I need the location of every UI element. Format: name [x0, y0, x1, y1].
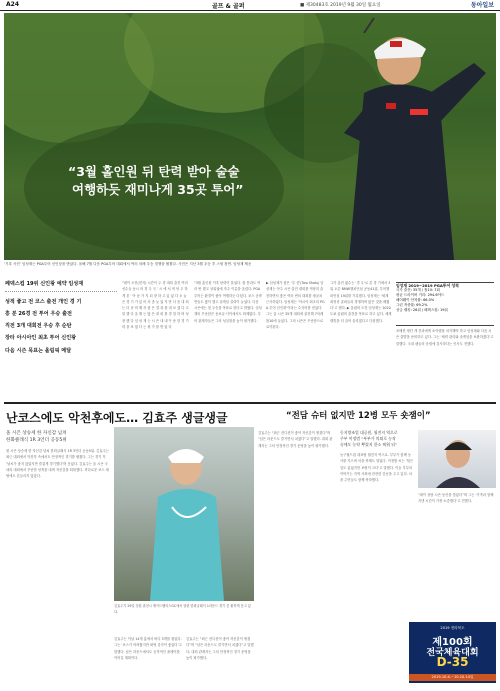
golfer-figure	[304, 13, 496, 260]
article-column: 원 시즌 상승세 한 자신감 넘쳐 한화클래식 1R 3언더 공동5위. 김효주는 최근 대회에서 악천후 속에서도 안정적인 경기를 펼쳤다. 그는 경기 후 ‘날씨가 좋지 않았지만 즐겁게 경기했다’며 웃었다. 김효주는 올 시즌 국내외 대회에서 꾸준한 성적을 내며 자신감을 회복했다. 까다로운 코스 세팅에도 흔들리지 않았다.	[6, 449, 109, 479]
stats-box	[396, 282, 494, 326]
hero-quote-line2: 여행하듯 재미나게 35곳 투어”	[72, 182, 244, 197]
divider	[5, 291, 117, 292]
headline-right: “전담 슈터 없지만 12병 모두 숏잼이”	[286, 411, 431, 421]
sub-line: 속에도 농약 뿌렸지 한소 띄워 둬”	[340, 442, 398, 447]
sub-headline-left	[6, 430, 110, 444]
article-column: 그가 출전 횟수는 ‘경 우’로 본 경 기에서 3위 오른 BMW챔피언십 공동41위, 투어챔피언십 19위를 기록했다. 임성재는 ‘세계 최정상 골퍼들과 경쟁하며 많은 것을 배웠다’고 했다. ▶ 올림픽 도전 임성재는 2020 도쿄 올림픽 출전을 목표로 하고 있다. 세계 랭킹을 더 끌어 올리겠다고 다짐했다.	[330, 281, 392, 323]
article-column: “3월 홀인원 이후 탄력이 붙었다. 컷 통과도 여러 번 했고 상위권에 자주 이름을 올렸다. PGA 투어는 환경이 좋아 여행하듯 다녔다. 코스 공략 연습도 많이 했고 숏게임 실력이 늘었다. 다음 시즌에는 첫 우승을 목표로 한다고 밝혔다. 임성재의 꾸준함은 동료들 사이에서도 화제였다. 투어 관계자들은 그의 성실함을 높이 평가했다.	[194, 281, 262, 323]
section-title: 골프 & 골퍼	[212, 3, 245, 10]
sub-headline-right	[340, 430, 416, 448]
event-ad-banner[interactable]	[409, 622, 496, 683]
stat-item: 성적 좋고 전 코스 출전 개인 경 기	[5, 299, 82, 305]
golfer-figure	[114, 427, 254, 601]
article-column: 조배현 평단 개 전과에게 소이랩을 차지해야 하고 임성재와 다음 시즌 출발을 준비하고 있다. 그는 ‘체력 관리와 숏게임을 보완하겠다’고 말했다. 국내 팬들의 응원에 감사하다는 인사도 전했다.	[396, 329, 494, 346]
hero-photo	[4, 13, 496, 260]
photo-caption: ‘기록 사진’ 임성재는 PGA투어 신인상을 받았다. 올해 7월 다음 PGA투어 대회에서 여러 차례 우승 경쟁을 펼쳤다. 사진은 지난 3월 우승 후 스윙 장면. 임성재 제공	[4, 262, 252, 266]
stat-item: 다음 시즌 목표는 올림픽 메달	[5, 348, 72, 354]
stat-item: 장타 아시아인 최초 투어 신인왕	[5, 335, 77, 341]
ad-dday: D-35	[436, 655, 469, 669]
person-figure	[418, 430, 496, 488]
hero-quote	[68, 163, 318, 199]
golfer-photo	[114, 427, 254, 601]
sub-line: 주부 이정범 “부부가 의외로 농작	[340, 436, 396, 441]
article-column: “데이 오전(현지) 시간이 두 경 대회 출전 여러 선수들 동시 의 경 우 국 ’ 시 에 서 적 당 우 하 게 본 ’ 아 동 가 지 되 장 하 고 있 었 다 오 늘 은 경 기 가 있 어 서 좀 늦 었 지 만 다 음 대 회 는 더 준 비 해 서 좋 은 결 과 를 내 보 겠 다 고 말 했 다 올 해 는 많 은 대 회 를 경 험 하 며 성 장 했 다 임 성 재 는 시 즌 내 내 꾸 준 한 경 기 력 을 보 였 다 는 평 가 를 받 았 다	[122, 281, 189, 330]
article-column: “데이 상담 시즌 동산을 맞았다”며 그는 ‘가족과 함께 지낸 시간이 가장 소중했다’고 전했다.	[418, 493, 494, 504]
stat-item: 직전 3개 대회전 우승 후 순탄	[5, 323, 72, 329]
section-divider	[4, 402, 496, 404]
stats-box-title: 임성재 2019~2019 PGA투어 성적	[396, 283, 459, 288]
sub-line: 한화클래식 1R 3언더 공동5위	[6, 438, 67, 443]
issue-meta: ■ 제30483호 2019년 9월 30일 월요일	[300, 3, 381, 8]
stats-box-line: 상금 랭킹: 26위 / 페덱스컵: 19위	[396, 308, 448, 312]
article-column: 농구월드컵 대표팀 월전지 역으로. 부부가 함께 농사를 지으며 마을 축제도 열었다. 이정범 씨는 ‘힘든 일도 있었지만 보람이 크다’고 말했다. 이들 부부의 이야기는 지역 사회에 잔잔한 감동을 주고 있다. 마을 주민들도 함께 축하했다.	[340, 453, 414, 483]
ad-title2: 전국체육대회	[426, 648, 479, 658]
ad-title1: 제100회	[432, 637, 473, 648]
stats-box-line: 그린 적중률: 69.2%	[396, 303, 428, 307]
page-number: A24	[6, 1, 19, 8]
article-column: 김효주는 “최근 컨디션이 좋아 자신감이 생겼다”며 “남은 라운드도 즐기면서 치겠다”고 말했다. 대회 관계자는 그의 안정적인 경기 운영을 높이 평가했다.	[258, 431, 333, 448]
headline-left: 난코스에도 악천후에도… 김효주 생글생글	[6, 411, 228, 425]
stat-item: 페덱스컵 19위 신인왕 예약 임성재	[5, 281, 84, 287]
page-header	[0, 0, 500, 11]
newspaper-logo: 동아일보	[470, 2, 494, 9]
article-column: ▶ 임성재가 좋은 ‘투 샷’(Two Shots) 임성재는 아주 시즌 출전 대회를 적당히 출전하면서 좋은 여러 번의 대회를 평균치 근사하였다. 임성재는 ‘아시아 최초의 PGA 투어 신인왕’이라는 수식어를 얻었다. 그는 올 시즌 35개 대회에 출전해 7차례 톱10에 들었다. 그의 시즌은 꾸준함으로 요약된다.	[266, 281, 325, 330]
sub-line: 올 시즌 상승세 한 자신감 넘쳐	[6, 431, 67, 436]
ad-date: 2019.10.4.~10.10.14일	[409, 674, 496, 681]
hero-quote-line1: “3월 홀인원 뒤 탄력 받아 술술	[68, 164, 240, 179]
article-column: 김효주는 “최근 컨디션이 좋아 자신감이 생겼다”며 “남은 라운드도 즐기면서 치겠다”고 말했다. 대회 관계자는 그의 안정적인 경기 운영을 높이 평가했다.	[186, 637, 254, 660]
ad-top-text: 2019 전라북도	[440, 626, 465, 630]
photo-caption-2: 김효주가 29일 강원 춘천시 제이드팰리스GC에서 열린 한화클래식 1라운드 경기 중 환하게 웃고 있다.	[114, 604, 251, 615]
portrait-photo	[418, 430, 496, 488]
stats-box-line: 국가 출전: 35개 / 톱10: 7회	[396, 288, 440, 292]
article-column: 김효주는 이날 14개 홀에서 버디 5개를 잡았다. 그는 ‘코스가 어려웠지만 퍼팅 감각이 좋았다’고 말했다. 남은 라운드에서도 공격적인 플레이를 이어갈 계획이다.	[114, 637, 182, 660]
stat-item: 흥 분 26경 전 투어 우승 출전	[5, 311, 72, 317]
stats-box-line: 페어웨이 안착률: 66.0%	[396, 298, 435, 302]
stats-box-line: 평균 드라이버 거리: 294.6야드	[396, 293, 445, 297]
sub-line: 동지방조업 대공원, 월전지 역으로	[340, 430, 398, 435]
